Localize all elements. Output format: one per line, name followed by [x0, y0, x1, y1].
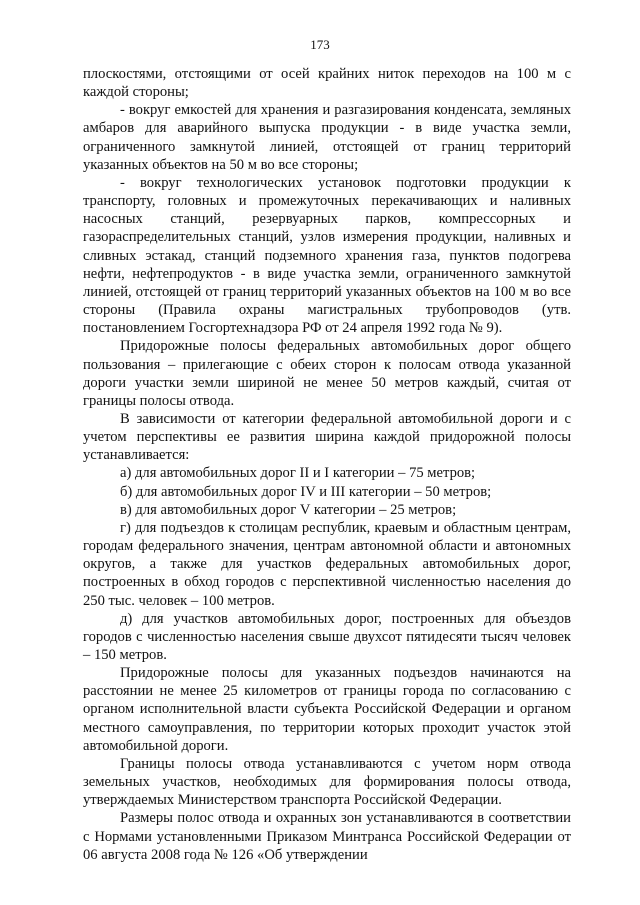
paragraph-pipeline-crossings: плоскостями, отстоящими от осей крайних ниток переходов на 100 м с каждой стороны;	[83, 66, 571, 101]
list-item-g: г) для подъездов к столицам республик, краевым и областным центрам, городам федерального значения, центрам автономной области и автономных округов, а также для участков федеральных автомобильных дорог, построенных в обход городов с перспективной численностью населения до 250 тыс. человек – 100 метров.	[83, 519, 571, 609]
list-item-a: а) для автомобильных дорог II и I категории – 75 метров;	[120, 465, 476, 482]
list-item-d: д) для участков автомобильных дорог, построенных для объездов городов с численностью населения свыше двухсот пятидесяти тысяч человек – 150 метров.	[83, 610, 571, 663]
paragraph-roadside-strips-definition: Придорожные полосы федеральных автомобильных дорог общего пользования – прилегающие с обеих сторон к полосам отвода указанной дороги участки земли шириной не менее 50 метров каждый, считая от границы полосы отвода.	[83, 338, 571, 409]
document-body	[83, 65, 571, 864]
paragraph-technological-installations: - вокруг технологических установок подготовки продукции к транспорту, головных и промежуточных перекачивающих и наливных насосных станций, резервуарных парков, компрессорных и газораспределительных станций, узлов измерения продукции, наливных и сливных эстакад, станций подземного хранения газа, пунктов подогрева нефти, нефтепродуктов - в виде участка земли, ограниченного замкнутой линией, отстоящей от границ территорий указанных объектов на 100 м во все стороны (Правила охраны магистральных трубопроводов (утв. постановлением Госгортехнадзора РФ от 24 апреля 1992 года № 9).	[83, 174, 571, 337]
paragraph-right-of-way-boundaries: Границы полосы отвода устанавливаются с учетом норм отвода земельных участков, необходимых для формирования полосы отвода, утверждаемых Министерством транспорта Российской Федерации.	[83, 755, 571, 809]
page-number: 173	[310, 37, 330, 52]
paragraph-approach-strips: Придорожные полосы для указанных подъездов начинаются на расстоянии не менее 25 километров от границы города по согласованию с органом исполнительной власти субъекта Российской Федерации и органом местного самоуправления, по территории которых проходит участок этой автомобильной дороги.	[83, 665, 571, 754]
paragraph-strip-width-intro: В зависимости от категории федеральной автомобильной дороги и с учетом перспективы ее развития ширина каждой придорожной полосы устанавливается:	[83, 410, 571, 464]
list-item-b: б) для автомобильных дорог IV и III категории – 50 метров;	[120, 483, 492, 500]
list-item-v: в) для автомобильных дорог V категории – 25 метров;	[120, 501, 457, 518]
paragraph-condensate-tanks: - вокруг емкостей для хранения и разгазирования конденсата, земляных амбаров для аварийного выпуска продукции - в виде участка земли, ограниченного замкнутой линией, отстоящей от границ территорий указанных объектов на 50 м во все стороны;	[83, 102, 571, 173]
paragraph-zone-sizes: Размеры полос отвода и охранных зон устанавливаются в соответствии с Нормами установленными Приказом Минтранса Российской Федерации от 06 августа 2008 года № 126 «Об утверждении	[83, 810, 571, 863]
